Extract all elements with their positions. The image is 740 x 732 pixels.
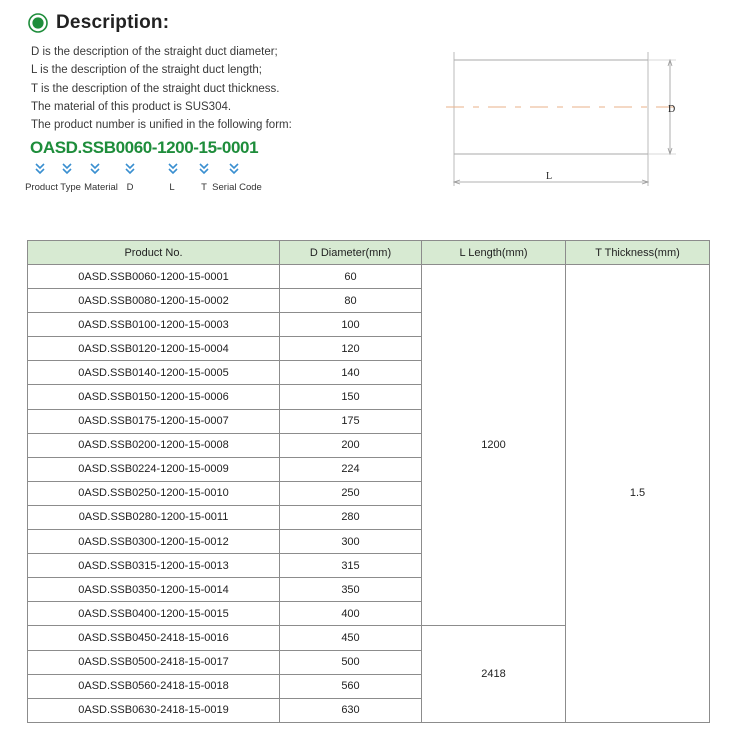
section-title: Description: [56, 12, 170, 33]
diameter-cell: 315 [280, 554, 422, 578]
double-chevron-down-icon [89, 162, 101, 175]
column-header-product-no: Product No. [28, 241, 280, 265]
product-no-cell: 0ASD.SSB0060-1200-15-0001 [28, 265, 280, 289]
description-line: D is the description of the straight duct diameter; [31, 46, 278, 58]
code-label-d: D [126, 182, 134, 193]
double-chevron-down-icon [228, 162, 240, 175]
column-header-d-diameter: D Diameter(mm) [280, 241, 422, 265]
spec-table [27, 240, 710, 723]
product-no-cell: 0ASD.SSB0250-1200-15-0010 [28, 481, 280, 505]
product-no-cell: 0ASD.SSB0450-2418-15-0016 [28, 626, 280, 650]
double-chevron-down-icon [198, 162, 210, 175]
diameter-cell: 450 [280, 626, 422, 650]
description-line: T is the description of the straight duct thickness. [31, 82, 280, 95]
diagram-label-l: L [546, 171, 553, 182]
column-header-l-length: L Length(mm) [422, 241, 566, 265]
code-label-t: T [201, 182, 207, 193]
code-label-product-type: Product Type [25, 182, 81, 193]
product-no-cell: 0ASD.SSB0224-1200-15-0009 [28, 457, 280, 481]
length-cell: 2418 [422, 626, 566, 722]
code-label-l: L [169, 182, 175, 193]
double-chevron-down-icon [34, 162, 46, 175]
diameter-cell: 350 [280, 578, 422, 602]
section-header [28, 11, 169, 35]
description-line: The product number is unified in the following form: [31, 119, 292, 132]
diameter-cell: 500 [280, 650, 422, 674]
table-header-row [28, 241, 710, 265]
product-code-example: OASD.SSB0060-1200-15-0001 [30, 138, 259, 157]
diameter-cell: 200 [280, 433, 422, 457]
double-chevron-down-icon [124, 162, 136, 175]
double-chevron-down-icon [167, 162, 179, 175]
duct-diagram [440, 44, 690, 194]
diameter-cell: 80 [280, 289, 422, 313]
product-no-cell: 0ASD.SSB0150-1200-15-0006 [28, 385, 280, 409]
product-no-cell: 0ASD.SSB0300-1200-15-0012 [28, 530, 280, 554]
diameter-cell: 250 [280, 481, 422, 505]
diameter-cell: 560 [280, 674, 422, 698]
diameter-cell: 60 [280, 265, 422, 289]
length-cell: 1200 [422, 265, 566, 626]
diameter-cell: 224 [280, 457, 422, 481]
double-chevron-down-icon [61, 162, 73, 175]
diameter-cell: 630 [280, 698, 422, 722]
product-no-cell: 0ASD.SSB0350-1200-15-0014 [28, 578, 280, 602]
description-block [31, 43, 292, 134]
product-no-cell: 0ASD.SSB0315-1200-15-0013 [28, 554, 280, 578]
product-no-cell: 0ASD.SSB0400-1200-15-0015 [28, 602, 280, 626]
diameter-cell: 140 [280, 361, 422, 385]
diameter-cell: 280 [280, 505, 422, 529]
diameter-cell: 120 [280, 337, 422, 361]
product-no-cell: 0ASD.SSB0200-1200-15-0008 [28, 433, 280, 457]
diameter-cell: 100 [280, 313, 422, 337]
diameter-cell: 400 [280, 602, 422, 626]
code-label-material: Material [84, 182, 118, 193]
product-no-cell: 0ASD.SSB0280-1200-15-0011 [28, 505, 280, 529]
table-row [28, 265, 710, 289]
diameter-cell: 175 [280, 409, 422, 433]
diameter-cell: 300 [280, 530, 422, 554]
product-no-cell: 0ASD.SSB0175-1200-15-0007 [28, 409, 280, 433]
product-no-cell: 0ASD.SSB0140-1200-15-0005 [28, 361, 280, 385]
product-no-cell: 0ASD.SSB0630-2418-15-0019 [28, 698, 280, 722]
diagram-label-d: D [668, 104, 676, 115]
product-no-cell: 0ASD.SSB0100-1200-15-0003 [28, 313, 280, 337]
description-line: L is the description of the straight duct length; [31, 64, 262, 77]
product-no-cell: 0ASD.SSB0120-1200-15-0004 [28, 337, 280, 361]
description-line: The material of this product is SUS304. [31, 100, 232, 113]
column-header-t-thickness: T Thickness(mm) [566, 241, 710, 265]
thickness-cell: 1.5 [566, 265, 710, 723]
checkmark-circle-icon [28, 13, 48, 33]
product-no-cell: 0ASD.SSB0560-2418-15-0018 [28, 674, 280, 698]
product-no-cell: 0ASD.SSB0080-1200-15-0002 [28, 289, 280, 313]
code-label-serial: Serial Code [212, 182, 262, 193]
product-no-cell: 0ASD.SSB0500-2418-15-0017 [28, 650, 280, 674]
diameter-cell: 150 [280, 385, 422, 409]
